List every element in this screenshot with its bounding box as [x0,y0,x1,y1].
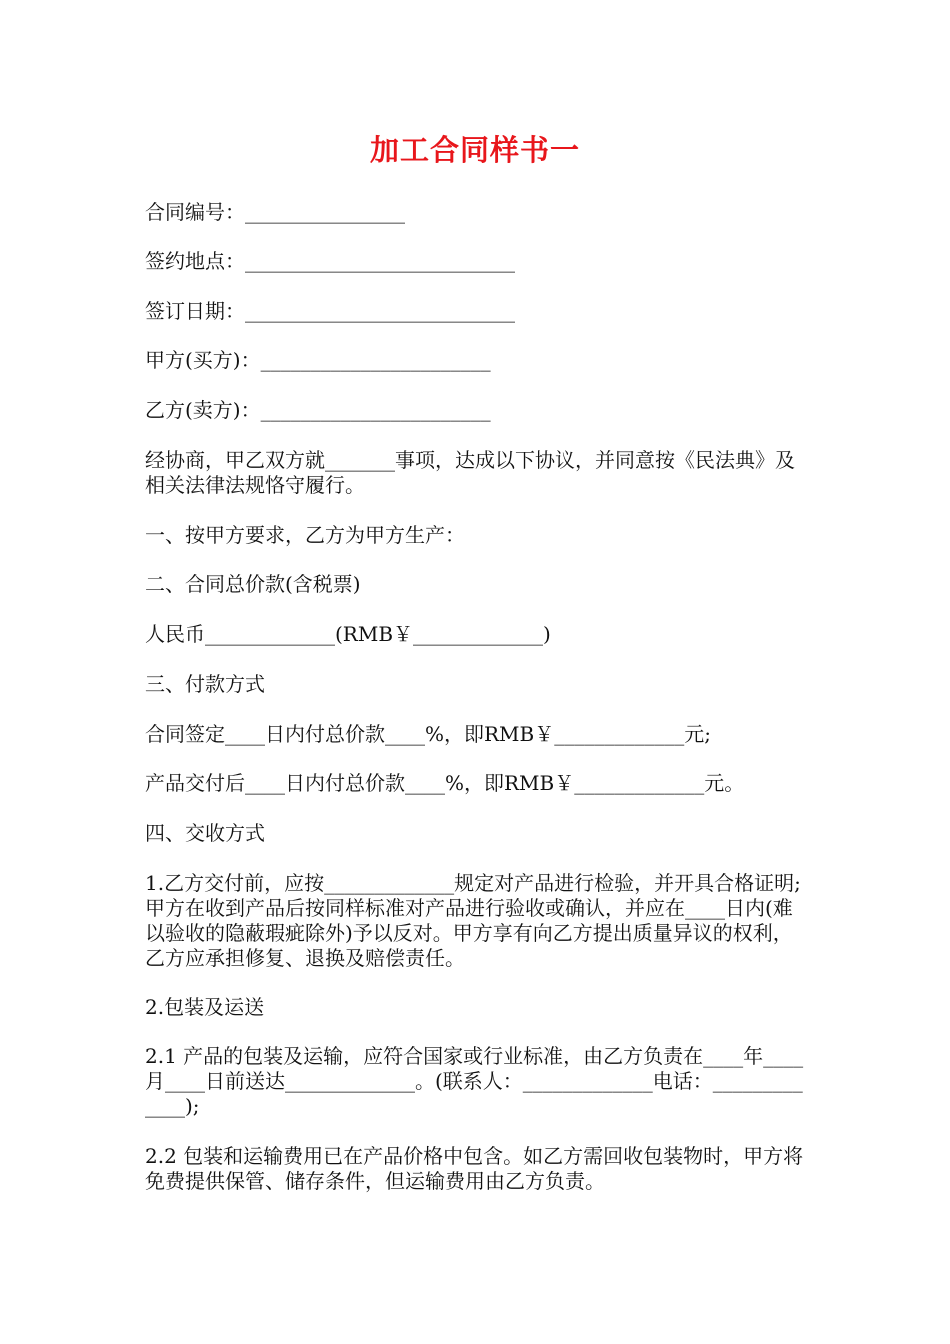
section-four-heading: 四、交收方式 [145,821,265,845]
packaging-clause-2-1: 2.1 产品的包装及运输，应符合国家或行业标准，由乙方负责在____年____月____日前送达_____________。(联系人：_____________电话：_____________); [145,1044,804,1118]
contract-number-line: 合同编号：________________ [145,200,405,224]
payment-term-2: 产品交付后____日内付总价款____%，即RMB￥_____________元。 [145,771,745,795]
party-a-line: 甲方(买方)：_______________________ [145,348,491,372]
section-one-heading: 一、按甲方要求，乙方为甲方生产： [145,523,465,547]
signing-date-line: 签订日期：___________________________ [145,299,515,323]
preamble-paragraph: 经协商，甲乙双方就_______事项，达成以下协议，并同意按《民法典》及相关法律法规恪守履行。 [145,448,795,497]
payment-term-1: 合同签定____日内付总价款____%，即RMB￥_____________元; [145,722,711,746]
total-price-line: 人民币_____________(RMB￥_____________) [145,622,551,646]
packaging-heading: 2.包装及运送 [145,995,265,1019]
section-three-heading: 三、付款方式 [145,672,265,696]
packaging-clause-2-2: 2.2 包装和运输费用已在产品价格中包含。如乙方需回收包装物时，甲方将免费提供保管、储存条件，但运输费用由乙方负责。 [145,1144,804,1193]
signing-place-line: 签约地点：___________________________ [145,249,515,273]
inspection-paragraph: 1.乙方交付前，应按_____________规定对产品进行检验，并开具合格证明;甲方在收到产品后按同样标准对产品进行验收或确认，并应在____日内(难以验收的隐蔽瑕疵除外)予以反对。甲方享有向乙方提出质量异议的权利，乙方应承担修复、退换及赔偿责任。 [145,871,801,970]
party-b-line: 乙方(卖方)：_______________________ [145,398,491,422]
document-title: 加工合同样书一 [369,133,580,167]
section-two-heading: 二、合同总价款(含税票) [145,572,361,596]
